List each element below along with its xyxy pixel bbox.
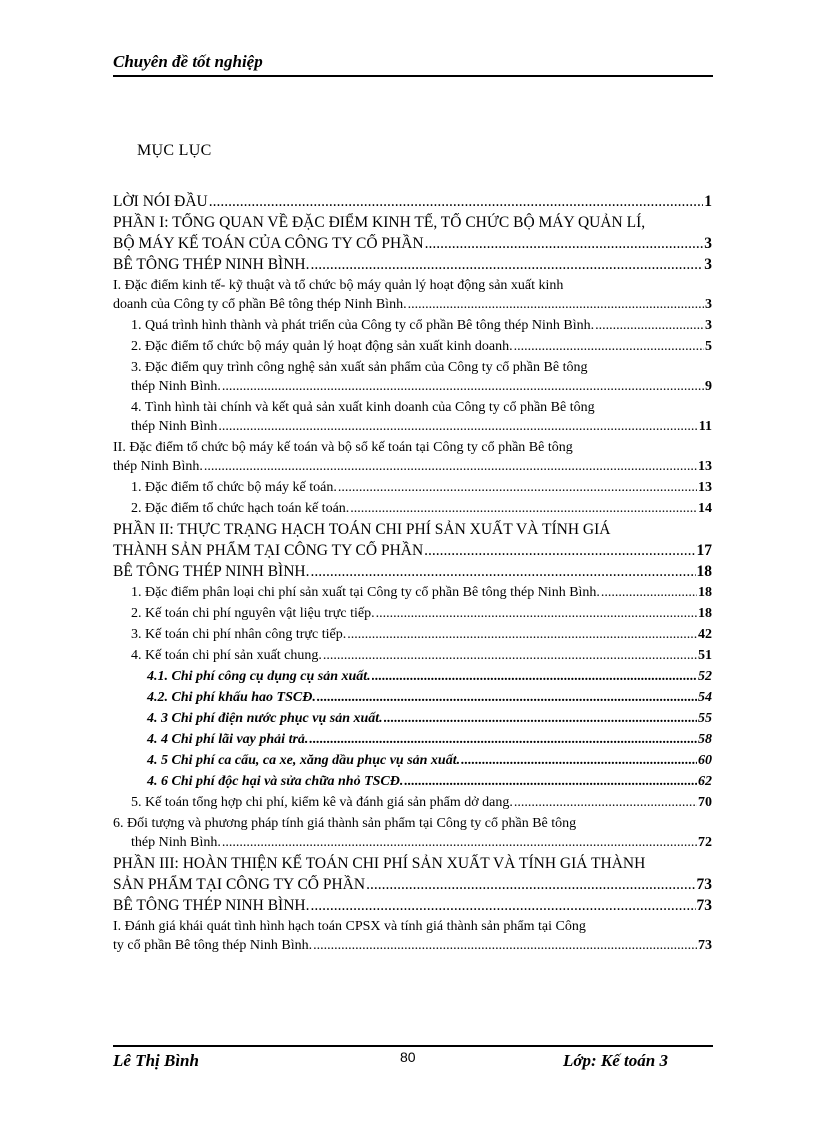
toc-entry-text: 5. Kế toán tổng hợp chi phí, kiểm kê và đánh giá sản phẩm dở dang. bbox=[131, 795, 513, 810]
toc-entry-continuation: ty cổ phần Bê tông thép Ninh Bình. bbox=[113, 938, 313, 953]
toc-leader-dots bbox=[350, 499, 697, 518]
toc-entry bbox=[113, 276, 712, 314]
toc-page-number: 9 bbox=[705, 379, 712, 394]
toc-entry bbox=[113, 478, 712, 497]
toc-entry-text: 4. 4 Chi phí lãi vay phải trả. bbox=[147, 732, 309, 747]
toc-leader-dots bbox=[310, 896, 695, 915]
toc-leader-dots bbox=[425, 234, 704, 253]
toc-entry bbox=[113, 625, 712, 644]
header-title: Chuyên đề tốt nghiệp bbox=[113, 52, 263, 71]
toc-page-number: 52 bbox=[698, 669, 712, 684]
toc-entry-continuation: doanh của Công ty cổ phần Bê tông thép Ninh Bình. bbox=[113, 297, 407, 312]
toc-entry-text: BÊ TÔNG THÉP NINH BÌNH. bbox=[113, 897, 310, 914]
toc-entry-text: 4.1. Chi phí công cụ dụng cụ sản xuất. bbox=[147, 669, 371, 684]
toc-entry-continuation: thép Ninh Bình. bbox=[131, 379, 221, 394]
toc-leader-dots bbox=[347, 625, 697, 644]
toc-leader-dots bbox=[323, 646, 697, 665]
toc-leader-dots bbox=[317, 688, 697, 707]
toc-leader-dots bbox=[424, 541, 695, 560]
toc-page-number: 73 bbox=[698, 938, 712, 953]
toc-leader-dots bbox=[209, 192, 704, 211]
toc-entry bbox=[113, 398, 712, 436]
toc-leader-dots bbox=[461, 751, 697, 770]
toc-entry bbox=[113, 316, 712, 335]
toc-entry-text: 4. Tình hình tài chính và kết quả sản xuất kinh doanh của Công ty cổ phần Bê tông bbox=[131, 400, 595, 415]
toc-page-number: 73 bbox=[696, 897, 712, 914]
toc-leader-dots bbox=[310, 562, 695, 581]
toc-entry-text: 1. Quá trình hình thành và phát triển của Công ty cổ phần Bê tông thép Ninh Bình. bbox=[131, 318, 595, 333]
toc-entry-text: PHẦN I: TỔNG QUAN VỀ ĐẶC ĐIỂM KINH TẾ, TỔ CHỨC BỘ MÁY QUẢN LÍ, bbox=[113, 214, 646, 231]
toc-entry bbox=[113, 772, 712, 791]
toc-leader-dots bbox=[310, 255, 703, 274]
toc-entry bbox=[113, 337, 712, 356]
toc-entry-text: 1. Đặc điểm phân loại chi phí sản xuất tại Công ty cổ phần Bê tông thép Ninh Bình. bbox=[131, 585, 600, 600]
toc-entry-text: 3. Kế toán chi phí nhân công trực tiếp. bbox=[131, 627, 347, 642]
toc-leader-dots bbox=[408, 295, 704, 314]
toc-entry bbox=[113, 234, 712, 253]
toc-leader-dots bbox=[338, 478, 697, 497]
toc-page-number: 72 bbox=[698, 835, 712, 850]
toc-leader-dots bbox=[384, 709, 697, 728]
toc-page-number: 5 bbox=[705, 339, 712, 354]
toc-entry bbox=[113, 583, 712, 602]
toc-page-number: 70 bbox=[698, 795, 712, 810]
toc-leader-dots bbox=[404, 772, 697, 791]
toc-page-number: 1 bbox=[704, 193, 712, 210]
toc-entry bbox=[113, 667, 712, 686]
toc-entry-text: 4. 5 Chi phí ca cẩu, ca xe, xăng dầu phục vụ sản xuất. bbox=[147, 753, 461, 768]
toc-entry-text: BÊ TÔNG THÉP NINH BÌNH. bbox=[113, 256, 310, 273]
toc-leader-dots bbox=[366, 875, 695, 894]
toc-entry bbox=[113, 875, 712, 894]
footer-rule bbox=[113, 1045, 713, 1047]
toc-entry-continuation: thép Ninh Bình bbox=[131, 419, 218, 434]
toc-leader-dots bbox=[313, 936, 697, 955]
toc-leader-dots bbox=[376, 604, 697, 623]
toc-page-number: 73 bbox=[696, 876, 712, 893]
toc-entry bbox=[113, 917, 712, 955]
toc-page-number: 18 bbox=[696, 563, 712, 580]
toc-entry bbox=[113, 751, 712, 770]
toc-entry bbox=[113, 192, 712, 211]
toc-entry bbox=[113, 730, 712, 749]
toc-entry bbox=[113, 688, 712, 707]
toc-page-number: 51 bbox=[698, 648, 712, 663]
toc-entry bbox=[113, 854, 712, 873]
toc-page-number: 17 bbox=[696, 542, 712, 559]
toc-entry-text: LỜI NÓI ĐẦU bbox=[113, 193, 208, 210]
toc-entry-text: PHẦN III: HOÀN THIỆN KẾ TOÁN CHI PHÍ SẢN XUẤT VÀ TÍNH GIÁ THÀNH bbox=[113, 855, 646, 872]
toc-entry-text: THÀNH SẢN PHẨM TẠI CÔNG TY CỔ PHẦN bbox=[113, 542, 424, 559]
toc-page-number: 18 bbox=[698, 606, 712, 621]
toc-page-number: 3 bbox=[705, 318, 712, 333]
toc-entry bbox=[113, 213, 712, 232]
toc-page-number: 3 bbox=[704, 235, 712, 252]
toc-entry bbox=[113, 793, 712, 812]
toc-entry-text: 4.2. Chi phí khấu hao TSCĐ. bbox=[147, 690, 316, 705]
toc-entry-continuation: thép Ninh Bình. bbox=[113, 459, 203, 474]
toc-page-number: 11 bbox=[698, 419, 712, 434]
toc-entry-text: I. Đánh giá khái quát tình hình hạch toán CPSX và tính giá thành sản phẩm tại Công bbox=[113, 919, 586, 934]
toc-entry-text: 1. Đặc điểm tổ chức bộ máy kế toán. bbox=[131, 480, 337, 495]
table-of-contents bbox=[113, 192, 712, 957]
toc-leader-dots bbox=[514, 793, 697, 812]
toc-entry bbox=[113, 255, 712, 274]
toc-entry-text: BỘ MÁY KẾ TOÁN CỦA CÔNG TY CỔ PHẦN bbox=[113, 235, 424, 252]
header-rule bbox=[113, 75, 713, 77]
toc-entry bbox=[113, 499, 712, 518]
toc-entry-text: BÊ TÔNG THÉP NINH BÌNH. bbox=[113, 563, 310, 580]
toc-entry bbox=[113, 541, 712, 560]
toc-entry bbox=[113, 438, 712, 476]
toc-page-number: 14 bbox=[698, 501, 712, 516]
toc-entry-text: 4. 6 Chi phí độc hại và sửa chữa nhỏ TSCĐ. bbox=[147, 774, 404, 789]
toc-leader-dots bbox=[222, 377, 704, 396]
toc-entry bbox=[113, 358, 712, 396]
toc-leader-dots bbox=[218, 417, 697, 436]
toc-entry bbox=[113, 562, 712, 581]
toc-leader-dots bbox=[514, 337, 704, 356]
toc-page-number: 55 bbox=[698, 711, 712, 726]
toc-entry bbox=[113, 814, 712, 852]
toc-entry bbox=[113, 896, 712, 915]
toc-page-number: 13 bbox=[698, 480, 712, 495]
toc-page-number: 13 bbox=[698, 459, 712, 474]
toc-page-number: 3 bbox=[705, 297, 712, 312]
toc-leader-dots bbox=[222, 833, 697, 852]
toc-entry-text: 4. Kế toán chi phí sản xuất chung. bbox=[131, 648, 322, 663]
toc-leader-dots bbox=[372, 667, 697, 686]
toc-entry-text: 4. 3 Chi phí điện nước phục vụ sản xuất. bbox=[147, 711, 383, 726]
toc-page-number: 58 bbox=[698, 732, 712, 747]
toc-entry-continuation: thép Ninh Bình. bbox=[131, 835, 221, 850]
toc-leader-dots bbox=[309, 730, 697, 749]
toc-leader-dots bbox=[204, 457, 697, 476]
toc-entry-text: 3. Đặc điểm quy trình công nghệ sản xuất sản phẩm của Công ty cổ phần Bê tông bbox=[131, 360, 588, 375]
toc-entry-text: II. Đặc điểm tổ chức bộ máy kế toán và bộ sổ kế toán tại Công ty cổ phần Bê tông bbox=[113, 440, 573, 455]
toc-entry bbox=[113, 520, 712, 539]
toc-leader-dots bbox=[595, 316, 704, 335]
footer-page-number: 80 bbox=[400, 1049, 416, 1065]
toc-entry-text: 6. Đối tượng và phương pháp tính giá thành sản phẩm tại Công ty cổ phần Bê tông bbox=[113, 816, 577, 831]
toc-page-number: 62 bbox=[698, 774, 712, 789]
toc-entry bbox=[113, 709, 712, 728]
toc-title: MỤC LỤC bbox=[137, 142, 212, 159]
toc-entry bbox=[113, 604, 712, 623]
toc-page-number: 3 bbox=[704, 256, 712, 273]
toc-leader-dots bbox=[601, 583, 697, 602]
footer-class-label: Lớp: Kế toán 3 bbox=[563, 1051, 668, 1070]
toc-page-number: 54 bbox=[698, 690, 712, 705]
toc-page-number: 18 bbox=[698, 585, 712, 600]
toc-entry bbox=[113, 646, 712, 665]
toc-entry-text: SẢN PHẨM TẠI CÔNG TY CỔ PHẦN bbox=[113, 876, 366, 893]
toc-entry-text: 2. Kế toán chi phí nguyên vật liệu trực tiếp. bbox=[131, 606, 375, 621]
toc-page-number: 60 bbox=[698, 753, 712, 768]
footer-author: Lê Thị Bình bbox=[113, 1051, 199, 1070]
toc-entry-text: 2. Đặc điểm tổ chức hạch toán kế toán. bbox=[131, 501, 350, 516]
toc-entry-text: I. Đặc điểm kinh tế- kỹ thuật và tổ chức bộ máy quản lý hoạt động sản xuất kinh bbox=[113, 278, 564, 293]
toc-entry-text: PHẦN II: THỰC TRẠNG HẠCH TOÁN CHI PHÍ SẢN XUẤT VÀ TÍNH GIÁ bbox=[113, 521, 611, 538]
toc-page-number: 42 bbox=[698, 627, 712, 642]
toc-entry-text: 2. Đặc điểm tổ chức bộ máy quản lý hoạt động sản xuất kinh doanh. bbox=[131, 339, 513, 354]
